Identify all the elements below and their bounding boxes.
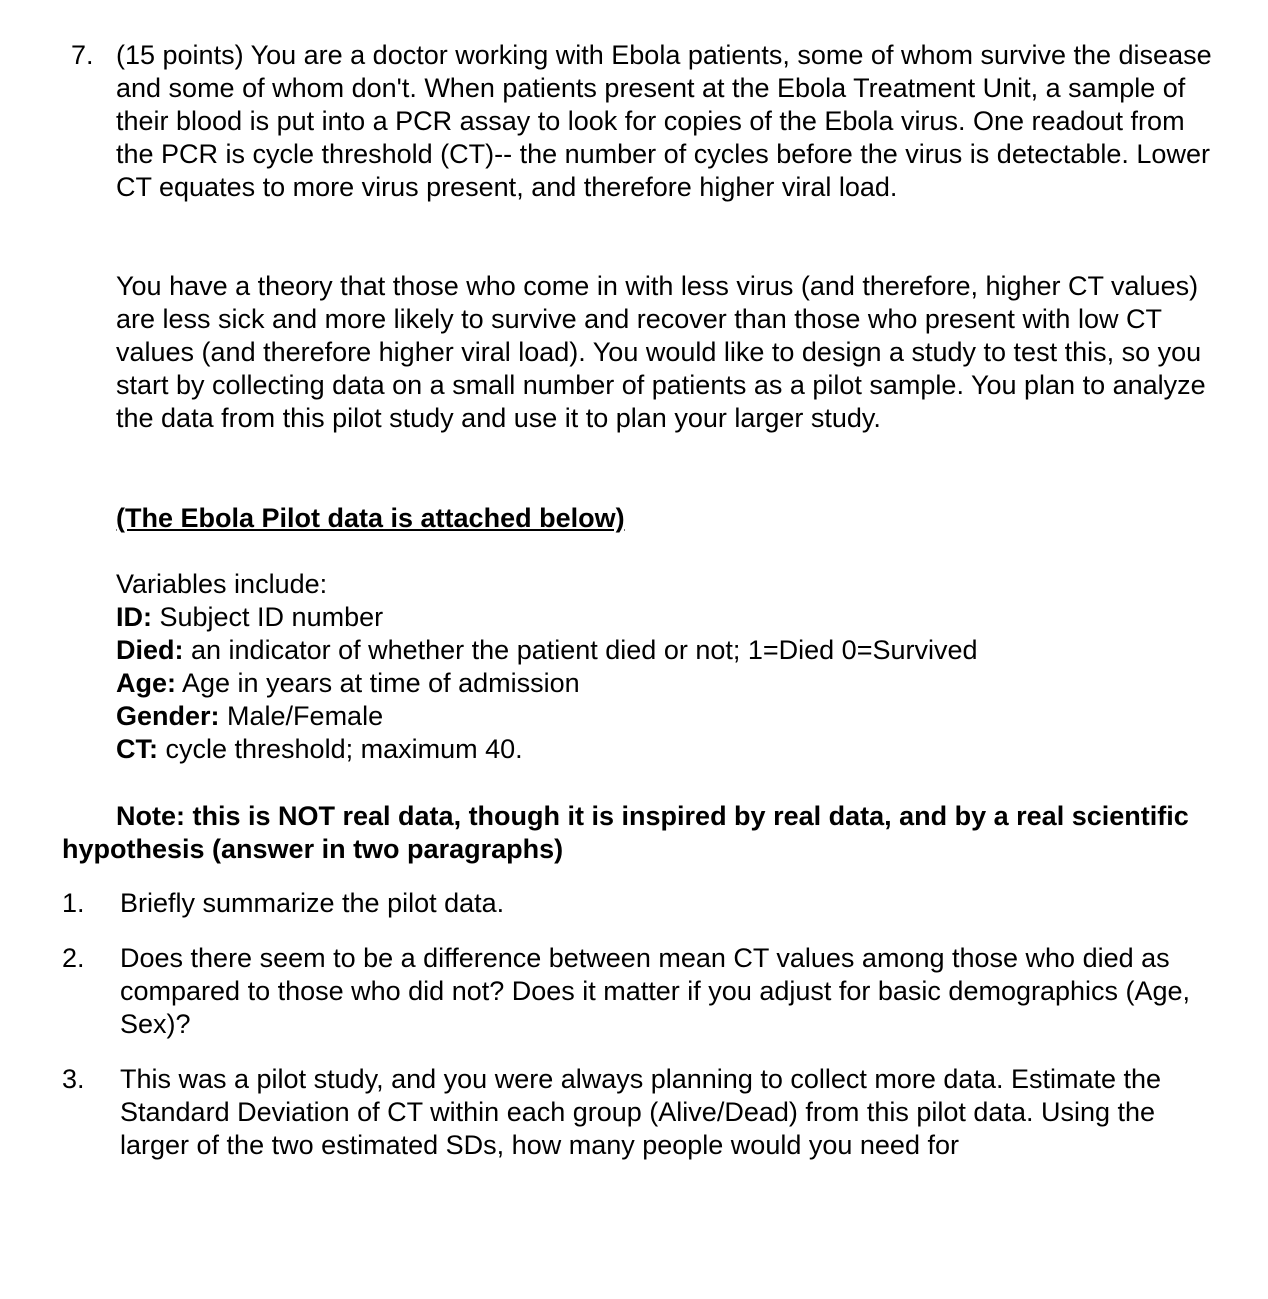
variable-name: Gender: — [116, 701, 220, 731]
variables-intro: Variables include: — [116, 569, 328, 599]
question-intro-paragraph: (15 points) You are a doctor working with Ebola patients, some of whom survive the disease and some of whom don't. When patients present at the Ebola Treatment Unit, a sample of their blood is put into a PCR assay to look for copies of the Ebola virus. One readout from the PCR is cycle threshold (CT)-- the number of cycles before the virus is detectable. Lower CT equates to more virus present, and therefore higher viral load. — [116, 40, 1212, 202]
variable-ct — [116, 733, 1216, 766]
subquestion-text: This was a pilot study, and you were always planning to collect more data. Estimate the Standard Deviation of CT within each group (Alive/Dead) from this pilot data. Using the larger of the two estimated SDs, how many people would you need for — [120, 1064, 1162, 1160]
subquestion-text: Does there seem to be a difference between mean CT values among those who died as compared to those who did not? Does it matter if you adjust for basic demographics (Age, Sex)? — [120, 943, 1191, 1039]
attachment-note: (The Ebola Pilot data is attached below) — [116, 503, 625, 533]
data-note: Note: this is NOT real data, though it is inspired by real data, and by a real scientific hypothesis (answer in two paragraphs) — [62, 801, 1189, 864]
variable-name: CT: — [116, 734, 158, 764]
question-number: 7. — [71, 40, 94, 70]
variable-name: ID: — [116, 602, 152, 632]
variable-id — [116, 601, 1216, 634]
subquestion-number: 2. — [62, 943, 85, 973]
hypothesis-paragraph: You have a theory that those who come in with less virus (and therefore, higher CT values) are less sick and more likely to survive and recover than those who present with low CT values (and therefore higher viral load). You would like to design a study to test this, so you start by collecting data on a small number of patients as a pilot sample. You plan to analyze the data from this pilot study and use it to plan your larger study. — [116, 271, 1206, 433]
variable-desc: Male/Female — [219, 701, 384, 731]
variable-name: Died: — [116, 635, 184, 665]
variable-desc: Age in years at time of admission — [176, 668, 580, 698]
subquestion-number: 3. — [62, 1064, 85, 1094]
variable-age — [116, 667, 1216, 700]
variable-desc: Subject ID number — [152, 602, 384, 632]
variable-desc: an indicator of whether the patient died or not; 1=Died 0=Survived — [183, 635, 978, 665]
subquestion-number: 1. — [62, 888, 85, 918]
variable-died — [116, 634, 1216, 667]
variable-gender — [116, 700, 1216, 733]
subquestion-text: Briefly summarize the pilot data. — [120, 888, 505, 918]
variable-name: Age: — [116, 668, 176, 698]
variables-list — [116, 568, 1216, 766]
variable-desc: cycle threshold; maximum 40. — [158, 734, 523, 764]
